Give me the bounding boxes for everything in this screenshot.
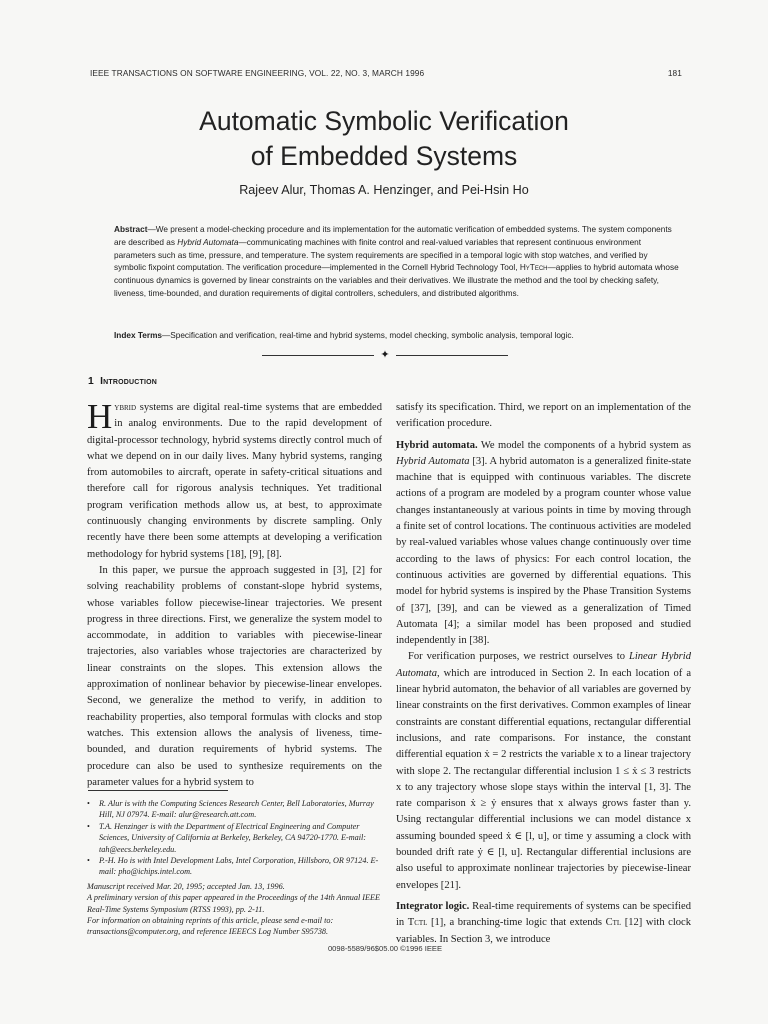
abstract-text-2: —communicating machines with finite control and real-valued variables that represent continuous environment parameters such as time, pressure, and temperature. The system requirements are specified in a temporal logic with stop watches, and verified by symbolic fixpoint computation. The verification procedure—implemented in the Cornell Hybrid Technology Tool, (114, 237, 648, 273)
footnote-henzinger-text: T.A. Henzinger is with the Department of Electrical Engineering and Computer Sciences, University of California at Berkeley, Berkeley, CA 94720-1770. E-mail: tah@eecs.berkeley.edu. (99, 821, 367, 854)
drop-cap: H (87, 397, 113, 436)
hybrid-automata-heading: Hybrid automata. (396, 439, 478, 451)
abstract-text-1: —We present a model-checking procedure and its implementation for the automatic verification of embedded systems. The system components are described as (114, 225, 672, 247)
footnote-alur (87, 798, 382, 821)
footnote-henzinger (87, 821, 382, 855)
integrator-logic-text-3: [12] with clock variables. In Section 3, we introduce (396, 917, 692, 945)
intro-p1-text: systems are digital real-time systems that are embedded in analog environments. Due to the rapid development of digital-processor technology, hybrid systems directly control much of what we depend on in our daily lives. Many hybrid systems, ranging from automobiles to aircraft, operate in safety-critical situations and therefore call for rigorous analysis techniques. Yet traditional program verification methods allow us, at best, to approximate continuously changing environments by discrete sampling. Only recently have there been some attempts at developing a verification methodology for hybrid systems [18], [9], [8]. (87, 402, 382, 560)
right-column (396, 400, 691, 948)
separator-right (396, 355, 508, 356)
linear-hybrid-text-2: , which are introduced in Section 2. In each location of a linear hybrid automaton, the behavior of all variables are governed by linear constraints on the first derivatives. Common examples of linear constraints are constant differential equations, rectangular differential inclusions, and rate comparisons. For instance, the constant differential equation ẋ = 2 restricts the variable x to a linear trajectory with slope 2. The rectangular differential inclusion 1 ≤ ẋ ≤ 3 restricts x to any trajectory whose slope stays within the interval [1, 3]. The rate comparison ẋ ≥ ẏ ensures that x always grows faster than y. Using rectangular differential inclusions we can model distance x assuming bounded speed ẋ ∈ [l, u], or time y assuming a clock with bounded drift rate ẏ ∈ [l, u]. Rectangular differential inclusions are also useful to approximate nonlinear trajectories by piecewise-linear envelopes [21]. (396, 667, 691, 891)
hybrid-automata-text-2: [3]. A hybrid automaton is a generalized finite-state machine that is equipped with continuous variables. The discrete actions of a program are modeled by a program counter whose value changes instantaneously at various points in time by moving through a finite set of control locations. The continuous activities are modeled by real-valued variables whose values change continuously over time according to the laws of physics: For each control location, the continuous activities are governed by differential equations. This model for hybrid systems is inspired by the Phase Transition Systems of [37], [39], and can be viewed as a generalization of Timed Automata [4]; a similar model has been proposed and studied independently in [38]. (396, 455, 691, 647)
title-line-1: Automatic Symbolic Verification (199, 106, 569, 136)
bullet-icon: • (87, 799, 90, 808)
integrator-logic-heading: Integrator logic. (396, 900, 470, 912)
index-terms (114, 331, 680, 340)
authors: Rajeev Alur, Thomas A. Henzinger, and Pei-Hsin Ho (239, 183, 529, 197)
hybrid-automata-term: Hybrid Automata (396, 455, 470, 467)
copyright-line: 0098-5589/96$05.00 ©1996 IEEE (327, 944, 443, 953)
paper-title (60, 104, 708, 174)
journal-header: IEEE TRANSACTIONS ON SOFTWARE ENGINEERING, VOL. 22, NO. 3, MARCH 1996 (90, 68, 425, 78)
abstract-term-hybrid-automata: Hybrid Automata (177, 237, 239, 247)
abstract (114, 224, 680, 301)
integrator-logic-text-1: Real-time requirements of systems can be specified in (396, 900, 692, 929)
abstract-label: Abstract (114, 225, 148, 234)
intro-lead-word: ybrid (114, 402, 137, 413)
col2-paragraph-1: satisfy its specification. Third, we report on an implementation of the verification procedure. (396, 402, 691, 430)
separator-diamond-icon: ✦ (380, 349, 390, 361)
running-head (90, 68, 682, 78)
bullet-icon: • (87, 821, 90, 831)
title-line-2: of Embedded Systems (250, 141, 518, 171)
separator-left (262, 355, 374, 356)
abstract-tool-name: HyTech (519, 263, 548, 273)
hybrid-automata-text-1: We model the components of a hybrid system as (477, 439, 691, 451)
linear-hybrid-text-1: For verification purposes, we restrict ourselves to (408, 651, 629, 663)
integrator-logic-text-2: [1], a branching-time logic that extends (427, 917, 606, 929)
tctl-term: Tctl (407, 917, 428, 929)
page-number: 181 (667, 68, 682, 78)
abstract-text-3: —applies to hybrid automata whose continuous dynamics is governed by linear constraints on the variables and their derivatives. We illustrate the method and the tool by checking safety, liveness, time-bounded, and duration requirements of digital controllers, schedulers, and distributed algorithms. (114, 263, 679, 298)
footnote-ho-text: P.-H. Ho is with Intel Development Labs, Intel Corporation, Hillsboro, OR 97124. E-mail: pho@ichips.intel.com. (99, 856, 379, 877)
left-column (87, 397, 382, 791)
footnotes (87, 798, 382, 938)
hybrid-automata-paragraph (396, 438, 691, 650)
intro-paragraph-1 (87, 397, 382, 563)
linear-hybrid-term: Linear Hybrid Automata (396, 651, 691, 679)
index-terms-text: —Specification and verification, real-time and hybrid systems, model checking, symbolic analysis, temporal logic. (162, 331, 574, 340)
manuscript-received: Manuscript received Mar. 20, 1995; accepted Jan. 13, 1996. (87, 881, 285, 891)
preliminary-version-note: A preliminary version of this paper appeared in the Proceedings of the 14th Annual IEEE Real-Time Systems Symposium (RTSS 1993), pp. 2-11. (87, 893, 381, 914)
bullet-icon: • (87, 856, 90, 866)
linear-hybrid-paragraph (396, 649, 691, 893)
section-heading (88, 376, 157, 387)
footnote-alur-text: R. Alur is with the Computing Sciences Research Center, Bell Laboratories, Murray Hill, NJ 07974. E-mail: alur@research.att.com. (99, 799, 374, 820)
section-number: 1 (88, 376, 94, 387)
footnote-ho (87, 855, 382, 878)
integrator-logic-paragraph (396, 899, 691, 948)
ctl-term: Ctl (605, 917, 622, 929)
reprints-note: For information on obtaining reprints of this article, please send e-mail to: transactions@computer.org, and reference IEEECS Log Number S95738. (87, 916, 334, 937)
section-title: Introduction (100, 376, 158, 387)
intro-paragraph-2: In this paper, we pursue the approach suggested in [3], [2] for solving reachability problems of constant-slope hybrid systems, whose variables follow piecewise-linear trajectories. We present progress in three directions. First, we generalize the system model to accommodate, in addition to variables with piecewise-linear trajectories, also variables whose trajectories are characterized by linear constraints on the slopes. This extension allows the approximation of nonlinear behavior by piecewise-linear envelopes. Second, we generalize the method to verify, in addition to reachability properties, also temporal formulas with clocks and stop watches. This extension allows the analysis of liveness, time-bounded, and duration requirements of hybrid systems. The procedure can also be used to synthesize requirements on the parameter values for a hybrid system to (87, 564, 382, 788)
footnote-rule (88, 790, 228, 791)
index-terms-label: Index Terms (114, 331, 162, 340)
